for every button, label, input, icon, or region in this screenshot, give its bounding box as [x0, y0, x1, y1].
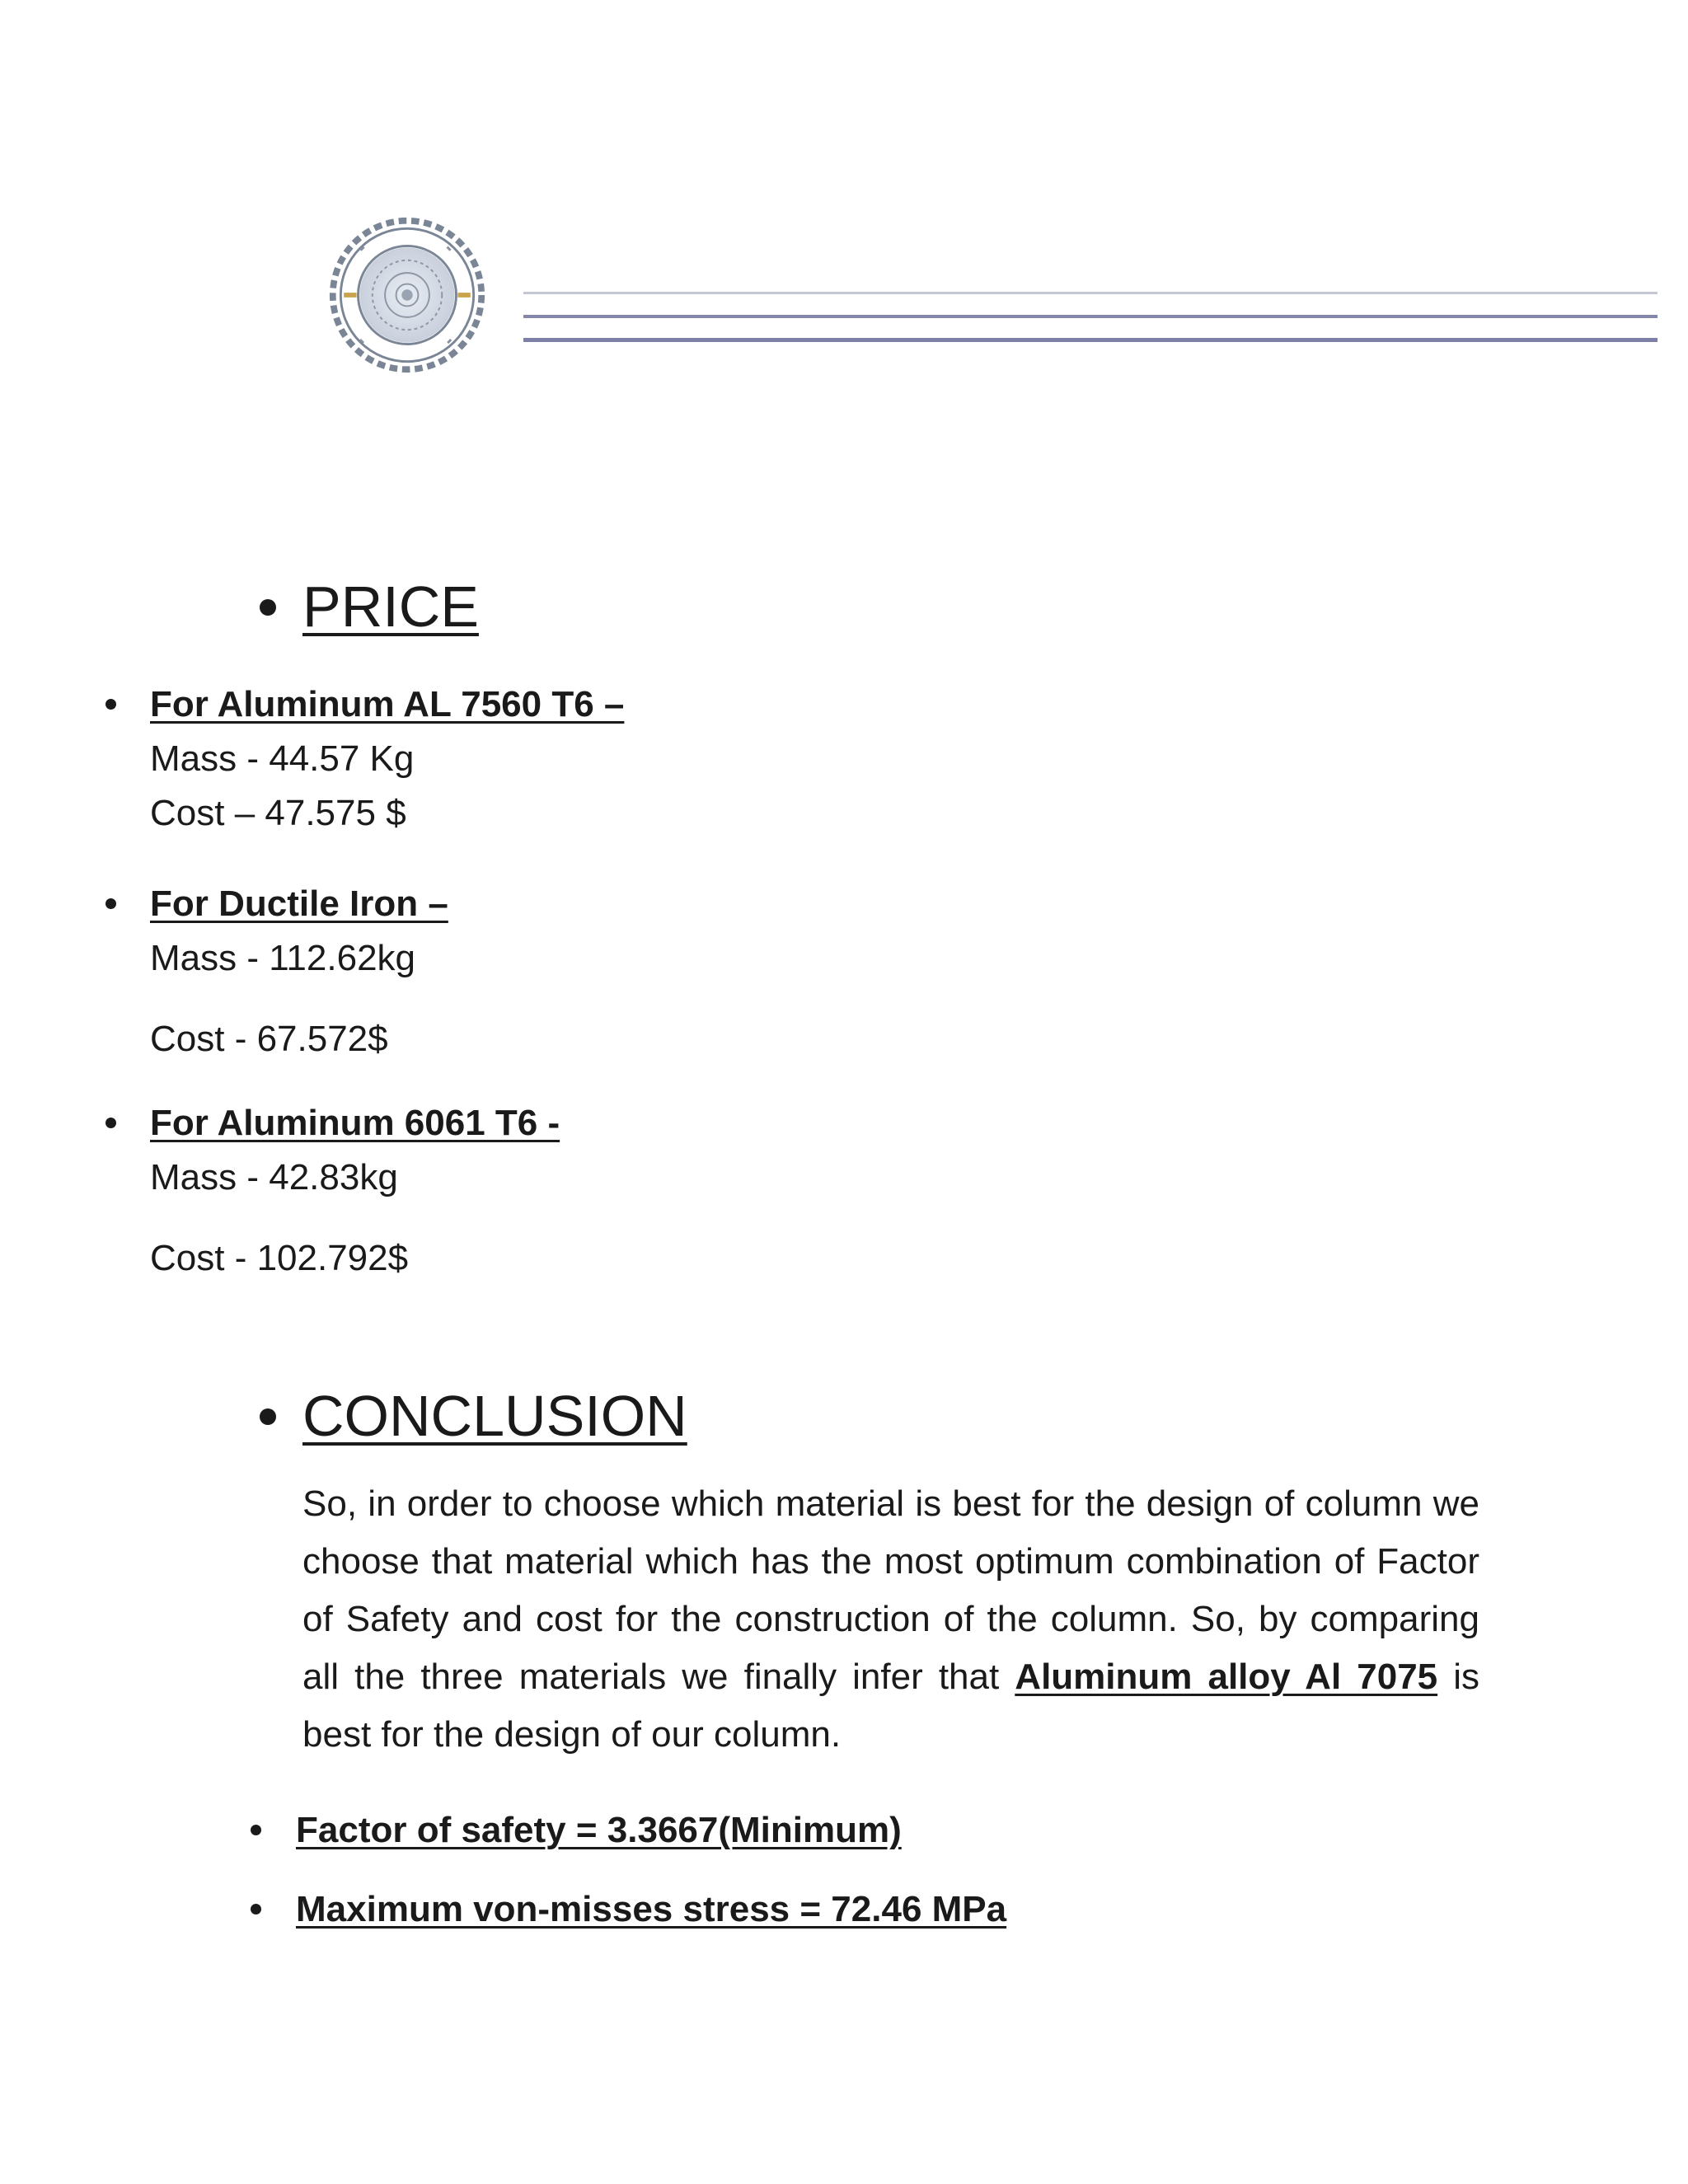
conclusion-text-after: is best for the design of our column.: [302, 1657, 1479, 1755]
price-item-aluminum-6061: [101, 1096, 560, 1286]
price-item-mass: Mass - 42.83kg: [150, 1157, 398, 1197]
price-item-title: For Ductile Iron –: [150, 883, 448, 924]
price-item-ductile-iron: [101, 877, 448, 1066]
price-item-cost: Cost – 47.575 $: [150, 793, 406, 833]
price-item-mass: Mass - 112.62kg: [150, 938, 416, 978]
price-item-cost: Cost - 67.572$: [150, 1019, 388, 1059]
bullet-icon: [260, 599, 276, 616]
result-factor-of-safety: [247, 1803, 902, 1858]
bullet-icon: [106, 1118, 116, 1128]
conclusion-highlight: Aluminum alloy Al 7075: [1015, 1657, 1438, 1697]
bullet-icon: [106, 898, 116, 909]
result-max-stress: [247, 1882, 1006, 1937]
result-factor-of-safety-text: Factor of safety = 3.3667(Minimum): [296, 1810, 902, 1850]
bullet-icon: [106, 699, 116, 710]
conclusion-text-before: So, in order to choose which material is best for the design of column we choose that material which has the most optimum combination of Factor of Safety and cost for the construction of the column. So, by comparing all the three materials we finally infer that: [302, 1483, 1479, 1697]
result-max-stress-text: Maximum von-misses stress = 72.46 MPa: [296, 1889, 1007, 1929]
price-item-title: For Aluminum AL 7560 T6 –: [150, 684, 625, 724]
price-item-mass: Mass - 44.57 Kg: [150, 738, 415, 779]
price-item-title: For Aluminum 6061 T6 -: [150, 1103, 560, 1143]
price-item-aluminum-7560: [101, 677, 624, 841]
bullet-icon: [251, 1904, 261, 1915]
conclusion-heading-text: CONCLUSION: [302, 1384, 687, 1448]
price-item-cost: Cost - 102.792$: [150, 1238, 409, 1278]
conclusion-heading: [251, 1381, 687, 1451]
price-heading-text: PRICE: [302, 574, 479, 639]
conclusion-paragraph: [302, 1475, 1479, 1764]
institute-seal-icon: [328, 213, 486, 377]
bullet-icon: [260, 1408, 276, 1425]
price-heading: [251, 572, 479, 641]
header-rule-lines: [523, 290, 1658, 348]
bullet-icon: [251, 1825, 261, 1835]
